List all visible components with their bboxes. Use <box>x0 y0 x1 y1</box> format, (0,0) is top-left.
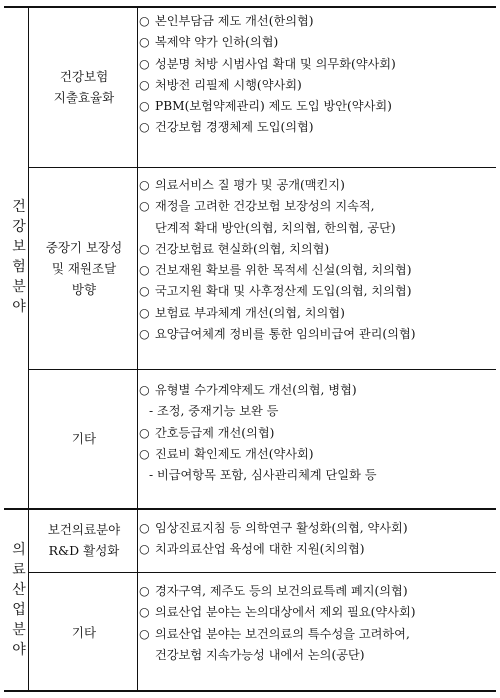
domain-cell: 건 강 보 험 분 야 <box>12 199 26 315</box>
policy-table <box>4 6 496 692</box>
sub-item: - 비급여항목 포함, 심사관리체계 단일화 등 <box>149 468 377 483</box>
circle-bullet-icon: ○ <box>139 56 150 71</box>
list-item: ○ 요양급여체계 정비를 통한 임의비급여 관리(의협) <box>139 324 493 345</box>
list-item: ○ 복제약 약가 인하(의협) <box>139 32 493 53</box>
subcategory-cell: 기타 <box>71 624 97 640</box>
circle-bullet-icon: ○ <box>139 446 150 461</box>
circle-bullet-icon: ○ <box>139 542 150 557</box>
list-item: ○ 유형별 수가계약제도 개선(의협, 병협) <box>139 380 493 401</box>
item-list <box>139 175 493 345</box>
circle-bullet-icon: ○ <box>139 284 150 299</box>
circle-bullet-icon: ○ <box>139 584 150 598</box>
circle-bullet-icon: ○ <box>139 199 150 214</box>
list-item-continuation: 단계적 확대 방안(의협, 치의협, 한의협, 공단) <box>155 220 396 235</box>
list-item: ○ 임상진료지침 등 의학연구 활성화(의협, 약사회) <box>139 518 493 539</box>
list-item: ○ 국고지원 확대 및 사후정산제 도입(의협, 치의협) <box>139 281 493 302</box>
list-item-continuation: 건강보험 지속가능성 내에서 논의(공단) <box>155 647 365 662</box>
list-item: ○ PBM(보험약제관리) 제도 도입 방안(약사회) <box>139 96 493 117</box>
circle-bullet-icon: ○ <box>139 521 150 535</box>
list-item: ○ 재정을 고려한 건강보험 보장성의 지속적, <box>139 196 493 217</box>
circle-bullet-icon: ○ <box>139 305 150 320</box>
column-divider <box>137 6 138 692</box>
circle-bullet-icon: ○ <box>139 626 150 641</box>
list-item: ○ 본인부담금 제도 개선(한의협) <box>139 11 493 32</box>
circle-bullet-icon: ○ <box>139 120 150 135</box>
list-item: ○ 보험료 부과체계 개선(의협, 치의협) <box>139 303 493 324</box>
list-item: ○ 치과의료산업 육성에 대한 지원(치의협) <box>139 539 493 560</box>
list-item: ○ 성분명 처방 시범사업 확대 및 의무화(약사회) <box>139 54 493 75</box>
list-item: ○ 경자구역, 제주도 등의 보건의료특례 폐지(의협) <box>139 581 493 602</box>
subcategory-cell: 건강보험 지출효율화 <box>53 68 115 105</box>
list-item: ○ 건보재원 확보를 위한 목적세 신설(의협, 치의협) <box>139 260 493 281</box>
circle-bullet-icon: ○ <box>139 605 150 620</box>
domain-cell: 의 료 산 업 분 야 <box>12 542 26 658</box>
circle-bullet-icon: ○ <box>139 263 150 278</box>
circle-bullet-icon: ○ <box>139 14 150 28</box>
list-item: ○ 진료비 확인제도 개선(약사회) <box>139 444 493 465</box>
item-list <box>139 518 493 561</box>
circle-bullet-icon: ○ <box>139 241 150 256</box>
circle-bullet-icon: ○ <box>139 425 150 440</box>
circle-bullet-icon: ○ <box>139 383 150 397</box>
circle-bullet-icon: ○ <box>139 35 150 50</box>
list-item: ○ 건강보험 경쟁체제 도입(의협) <box>139 117 493 138</box>
subcategory-cell: 기타 <box>71 431 97 446</box>
list-item: ○ 처방전 리필제 시행(약사회) <box>139 75 493 96</box>
item-list <box>139 380 493 486</box>
list-item: ○ 건강보험료 현실화(의협, 치의협) <box>139 239 493 260</box>
list-item: ○ 의료산업 분야는 보건의료의 특수성을 고려하여, <box>139 624 493 645</box>
item-list <box>139 581 493 666</box>
sub-item: - 조정, 중재기능 보완 등 <box>149 404 279 419</box>
list-item: ○ 의료서비스 질 평가 및 공개(맥킨지) <box>139 175 493 196</box>
item-list <box>139 11 493 139</box>
list-item: ○ 의료산업 분야는 논의대상에서 제외 필요(약사회) <box>139 602 493 623</box>
circle-bullet-icon: ○ <box>139 178 150 192</box>
circle-bullet-icon: ○ <box>139 99 150 114</box>
column-divider <box>28 6 29 692</box>
subcategory-cell: 중장기 보장성 및 재원조달 방향 <box>45 239 123 297</box>
circle-bullet-icon: ○ <box>139 327 150 342</box>
circle-bullet-icon: ○ <box>139 77 150 92</box>
list-item: ○ 간호등급제 개선(의협) <box>139 423 493 444</box>
subcategory-cell: 보건의료분야 R&D 활성화 <box>47 522 121 558</box>
